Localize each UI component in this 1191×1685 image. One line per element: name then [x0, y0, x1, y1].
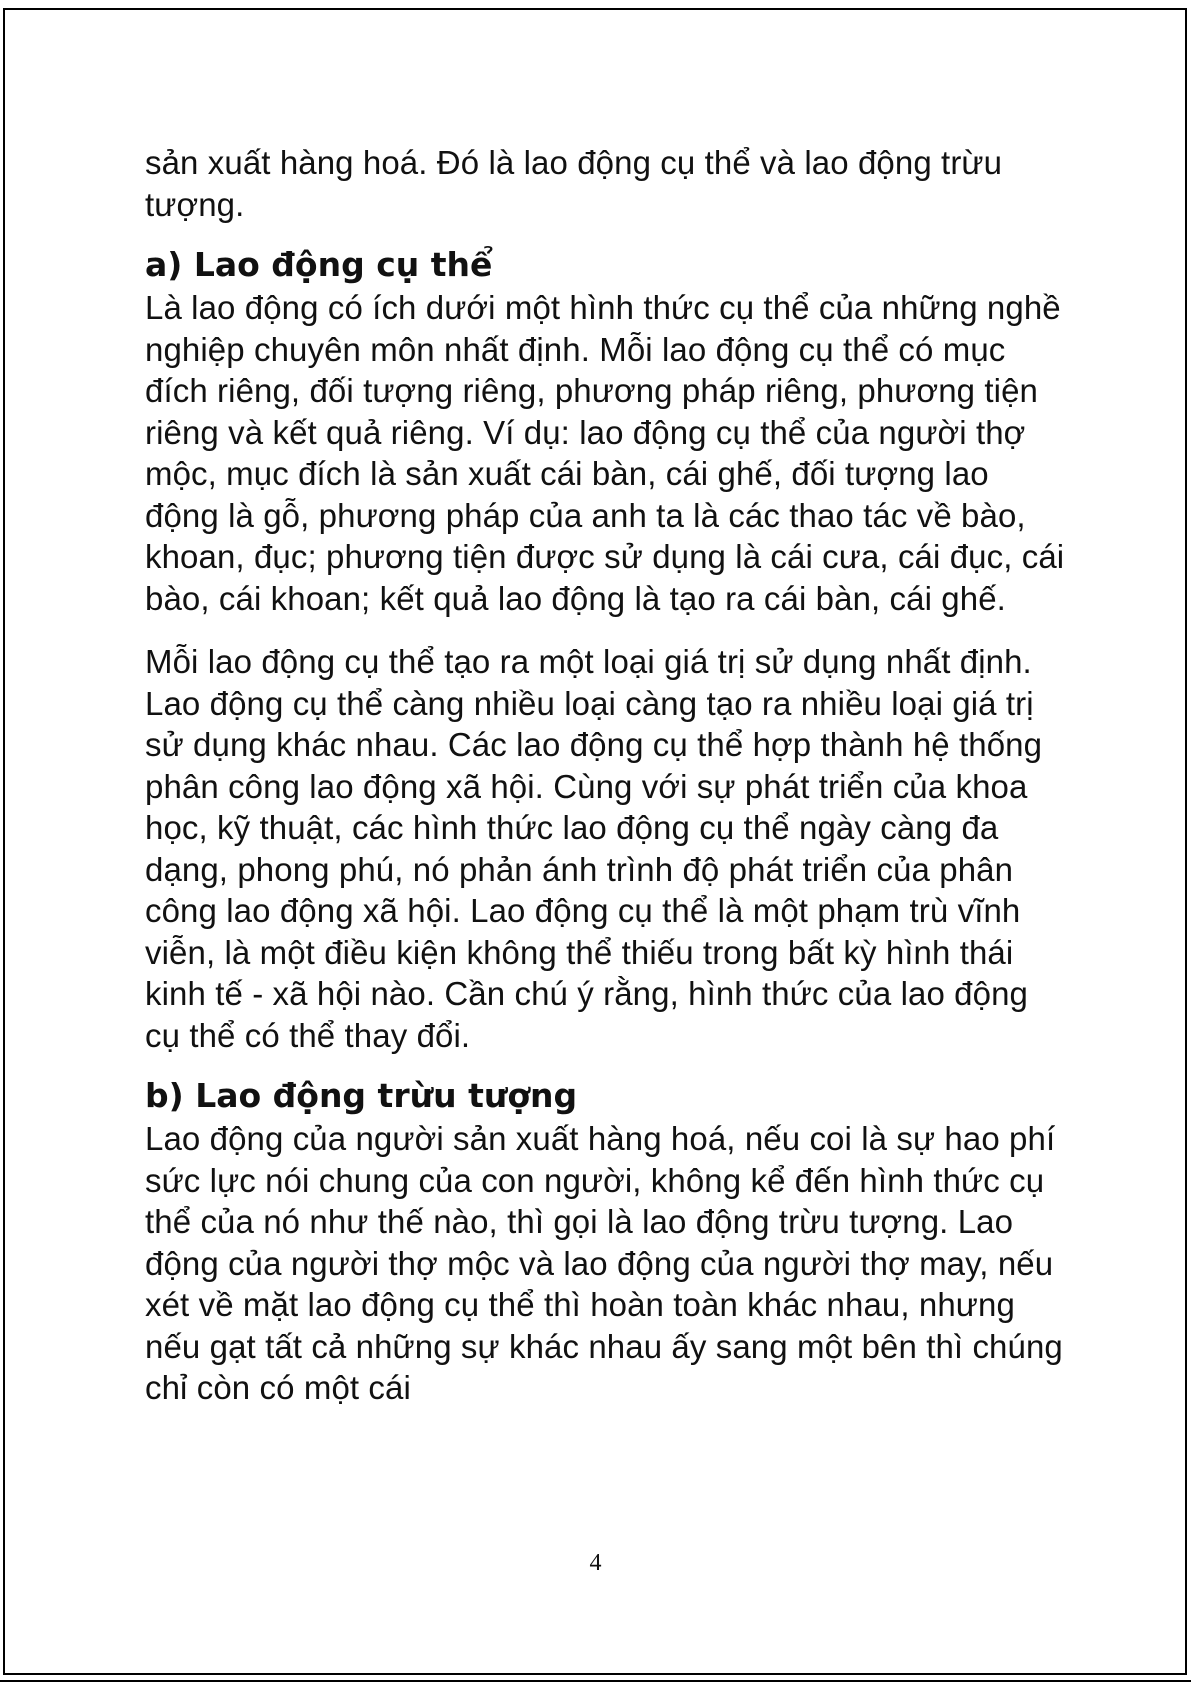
section-b-paragraph-1: Lao động của người sản xuất hàng hoá, nếu coi là sự hao phí sức lực nói chung của con người, không kể đến hình thức cụ thể của nó như thế nào, thì gọi là lao động trừu tượng. Lao động của người thợ mộc và lao động của người thợ may, nếu xét về mặt lao động cụ thể thì hoàn toàn khác nhau, nhưng nếu gạt tất cả những sự khác nhau ấy sang một bên thì chúng chỉ còn có một cái: [145, 1120, 1063, 1406]
intro-paragraph: sản xuất hàng hoá. Đó là lao động cụ thể và lao động trừu tượng.: [145, 144, 1003, 223]
section-b-heading: b) Lao động trừu tượng: [145, 1076, 578, 1115]
bottom-rule: [0, 1680, 1191, 1682]
page-number: 4: [589, 1550, 602, 1576]
document-body: [145, 142, 1065, 1409]
section-a-heading: a) Lao động cụ thể: [145, 245, 493, 284]
section-a-paragraph-1: Là lao động có ích dưới một hình thức cụ thể của những nghề nghiệp chuyên môn nhất định. Mỗi lao động cụ thể có mục đích riêng, đối tượng riêng, phương pháp riêng, phương tiện riêng và kết quả riêng. Ví dụ: lao động cụ thể của người thợ mộc, mục đích là sản xuất cái bàn, cái ghế, đối tượng lao động là gỗ, phương pháp của anh ta là các thao tác về bào, khoan, đục; phương tiện được sử dụng là cái cưa, cái đục, cái bào, cái khoan; kết quả lao động là tạo ra cái bàn, cái ghế.: [145, 289, 1065, 617]
section-a-paragraph-2: Mỗi lao động cụ thể tạo ra một loại giá trị sử dụng nhất định. Lao động cụ thể càng nhiều loại càng tạo ra nhiều loại giá trị sử dụng khác nhau. Các lao động cụ thể hợp thành hệ thống phân công lao động xã hội. Cùng với sự phát triển của khoa học, kỹ thuật, các hình thức lao động cụ thể ngày càng đa dạng, phong phú, nó phản ánh trình độ phát triển của phân công lao động xã hội. Lao động cụ thể là một phạm trù vĩnh viễn, là một điều kiện không thể thiếu trong bất kỳ hình thái kinh tế - xã hội nào. Cần chú ý rằng, hình thức của lao động cụ thể có thể thay đổi.: [145, 643, 1043, 1054]
